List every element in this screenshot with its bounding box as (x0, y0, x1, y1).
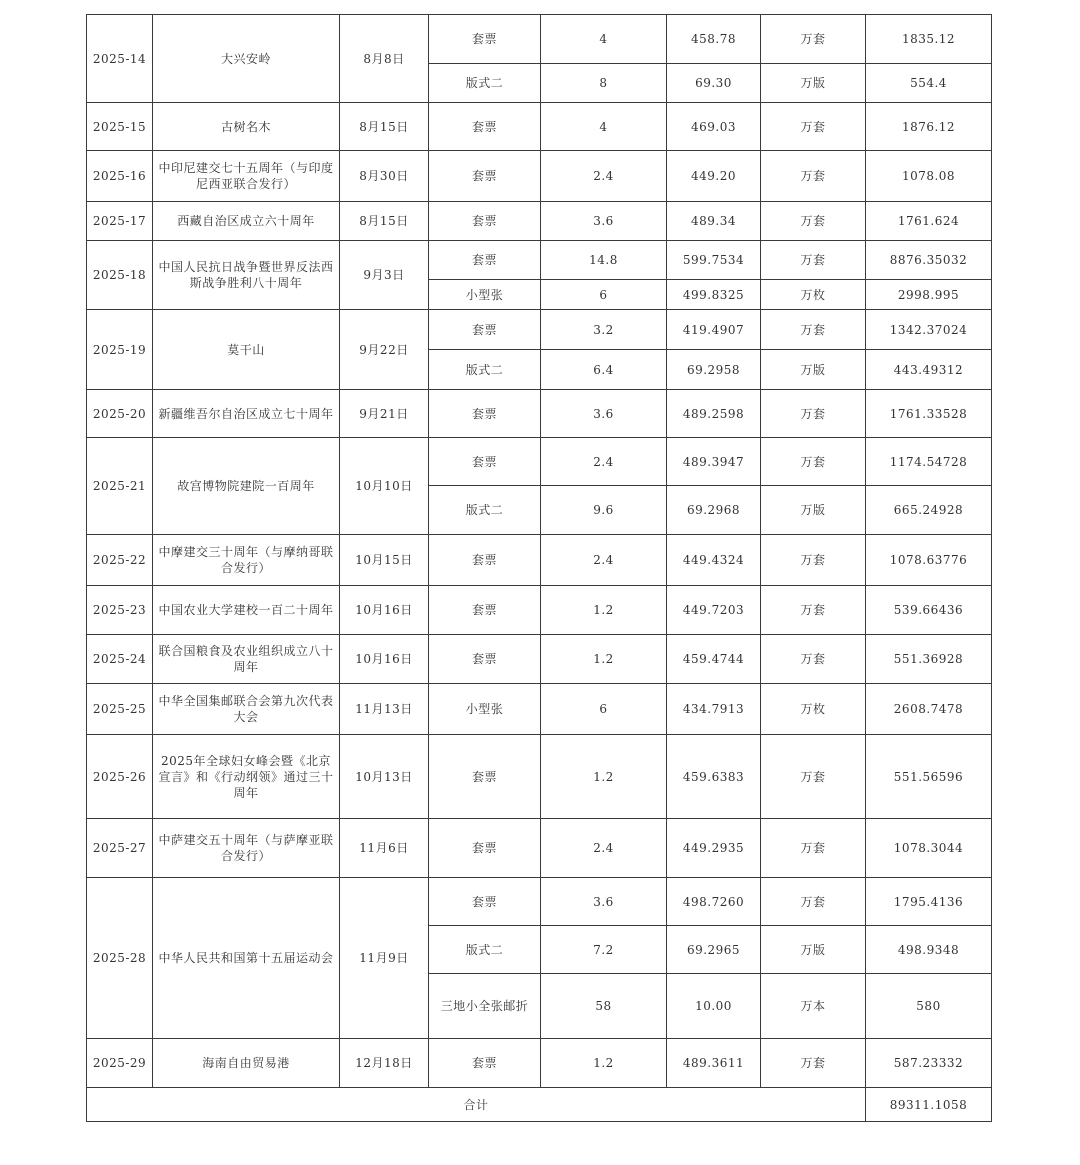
issue-date-cell: 11月6日 (340, 819, 429, 878)
item-unit-cell: 万套 (761, 15, 866, 64)
issue-number-cell: 2025-25 (87, 684, 153, 735)
item-type-cell: 套票 (429, 1039, 541, 1088)
item-unit-cell: 万套 (761, 310, 866, 350)
item-unit-cell: 万套 (761, 735, 866, 819)
issue-date-cell: 10月10日 (340, 438, 429, 535)
item-price-cell: 499.8325 (667, 280, 761, 310)
item-type-cell: 套票 (429, 535, 541, 586)
item-unit-cell: 万版 (761, 64, 866, 103)
issue-date-cell: 10月16日 (340, 635, 429, 684)
table-row (87, 819, 992, 878)
issue-date-cell: 10月13日 (340, 735, 429, 819)
issue-number-cell: 2025-22 (87, 535, 153, 586)
item-unit-cell: 万版 (761, 486, 866, 535)
item-price-cell: 469.03 (667, 103, 761, 151)
item-unit-cell: 万套 (761, 635, 866, 684)
item-qty-cell: 7.2 (541, 926, 667, 974)
item-type-cell: 套票 (429, 103, 541, 151)
issue-number-cell: 2025-15 (87, 103, 153, 151)
table-row (87, 241, 992, 280)
table-row (87, 735, 992, 819)
item-qty-cell: 2.4 (541, 819, 667, 878)
table-row (87, 202, 992, 241)
item-amount-cell: 1078.08 (866, 151, 992, 202)
item-unit-cell: 万套 (761, 878, 866, 926)
issue-name-cell: 中国农业大学建校一百二十周年 (153, 586, 340, 635)
item-type-cell: 套票 (429, 151, 541, 202)
item-qty-cell: 1.2 (541, 586, 667, 635)
item-price-cell: 69.30 (667, 64, 761, 103)
item-type-cell: 版式二 (429, 64, 541, 103)
issue-date-cell: 11月13日 (340, 684, 429, 735)
issue-name-cell: 故宫博物院建院一百周年 (153, 438, 340, 535)
item-type-cell: 套票 (429, 878, 541, 926)
issue-number-cell: 2025-27 (87, 819, 153, 878)
item-qty-cell: 1.2 (541, 1039, 667, 1088)
item-qty-cell: 6 (541, 684, 667, 735)
issue-date-cell: 10月16日 (340, 586, 429, 635)
item-type-cell: 套票 (429, 635, 541, 684)
item-price-cell: 458.78 (667, 15, 761, 64)
item-price-cell: 419.4907 (667, 310, 761, 350)
item-price-cell: 489.34 (667, 202, 761, 241)
item-unit-cell: 万套 (761, 103, 866, 151)
item-qty-cell: 3.2 (541, 310, 667, 350)
item-price-cell: 434.7913 (667, 684, 761, 735)
item-type-cell: 套票 (429, 390, 541, 438)
item-amount-cell: 1835.12 (866, 15, 992, 64)
item-qty-cell: 3.6 (541, 390, 667, 438)
item-unit-cell: 万套 (761, 438, 866, 486)
issue-name-cell: 莫干山 (153, 310, 340, 390)
issue-number-cell: 2025-21 (87, 438, 153, 535)
issue-name-cell: 中华人民共和国第十五届运动会 (153, 878, 340, 1039)
issue-number-cell: 2025-16 (87, 151, 153, 202)
issue-number-cell: 2025-18 (87, 241, 153, 310)
issue-date-cell: 8月30日 (340, 151, 429, 202)
issue-name-cell: 中印尼建交七十五周年（与印度尼西亚联合发行） (153, 151, 340, 202)
item-price-cell: 69.2968 (667, 486, 761, 535)
item-unit-cell: 万版 (761, 350, 866, 390)
item-type-cell: 套票 (429, 310, 541, 350)
item-price-cell: 459.6383 (667, 735, 761, 819)
item-amount-cell: 1342.37024 (866, 310, 992, 350)
item-unit-cell: 万本 (761, 974, 866, 1039)
item-amount-cell: 587.23332 (866, 1039, 992, 1088)
item-price-cell: 498.7260 (667, 878, 761, 926)
item-amount-cell: 1761.33528 (866, 390, 992, 438)
item-qty-cell: 2.4 (541, 438, 667, 486)
item-amount-cell: 1174.54728 (866, 438, 992, 486)
stamp-issue-table (86, 14, 992, 1122)
item-qty-cell: 6 (541, 280, 667, 310)
table-row (87, 878, 992, 926)
item-amount-cell: 8876.35032 (866, 241, 992, 280)
issue-name-cell: 中华全国集邮联合会第九次代表大会 (153, 684, 340, 735)
table-row (87, 310, 992, 350)
table-row (87, 635, 992, 684)
item-qty-cell: 14.8 (541, 241, 667, 280)
issue-date-cell: 11月9日 (340, 878, 429, 1039)
item-qty-cell: 4 (541, 103, 667, 151)
issue-name-cell: 古树名木 (153, 103, 340, 151)
item-amount-cell: 1078.3044 (866, 819, 992, 878)
issue-date-cell: 8月8日 (340, 15, 429, 103)
issue-name-cell: 西藏自治区成立六十周年 (153, 202, 340, 241)
item-amount-cell: 551.36928 (866, 635, 992, 684)
item-qty-cell: 1.2 (541, 735, 667, 819)
item-type-cell: 套票 (429, 202, 541, 241)
issue-number-cell: 2025-20 (87, 390, 153, 438)
item-price-cell: 449.7203 (667, 586, 761, 635)
issue-date-cell: 9月22日 (340, 310, 429, 390)
issue-name-cell: 海南自由贸易港 (153, 1039, 340, 1088)
item-price-cell: 449.2935 (667, 819, 761, 878)
issue-name-cell: 新疆维吾尔自治区成立七十周年 (153, 390, 340, 438)
item-unit-cell: 万套 (761, 390, 866, 438)
item-unit-cell: 万套 (761, 586, 866, 635)
item-qty-cell: 2.4 (541, 535, 667, 586)
item-price-cell: 449.20 (667, 151, 761, 202)
item-amount-cell: 551.56596 (866, 735, 992, 819)
item-type-cell: 套票 (429, 819, 541, 878)
item-type-cell: 版式二 (429, 926, 541, 974)
issue-number-cell: 2025-29 (87, 1039, 153, 1088)
total-value: 89311.1058 (866, 1088, 992, 1122)
table-row (87, 684, 992, 735)
item-type-cell: 版式二 (429, 486, 541, 535)
issue-name-cell: 中摩建交三十周年（与摩纳哥联合发行） (153, 535, 340, 586)
item-amount-cell: 2608.7478 (866, 684, 992, 735)
item-price-cell: 69.2958 (667, 350, 761, 390)
item-amount-cell: 554.4 (866, 64, 992, 103)
item-unit-cell: 万套 (761, 151, 866, 202)
item-qty-cell: 3.6 (541, 878, 667, 926)
issue-number-cell: 2025-19 (87, 310, 153, 390)
item-type-cell: 套票 (429, 586, 541, 635)
item-type-cell: 小型张 (429, 684, 541, 735)
issue-number-cell: 2025-28 (87, 878, 153, 1039)
total-label: 合计 (87, 1088, 866, 1122)
item-price-cell: 459.4744 (667, 635, 761, 684)
item-qty-cell: 4 (541, 15, 667, 64)
item-qty-cell: 8 (541, 64, 667, 103)
item-qty-cell: 9.6 (541, 486, 667, 535)
item-unit-cell: 万套 (761, 202, 866, 241)
item-unit-cell: 万套 (761, 241, 866, 280)
item-unit-cell: 万枚 (761, 684, 866, 735)
item-amount-cell: 498.9348 (866, 926, 992, 974)
table-row (87, 390, 992, 438)
issue-date-cell: 9月21日 (340, 390, 429, 438)
issue-date-cell: 12月18日 (340, 1039, 429, 1088)
table-row (87, 103, 992, 151)
item-type-cell: 套票 (429, 15, 541, 64)
item-price-cell: 599.7534 (667, 241, 761, 280)
item-qty-cell: 6.4 (541, 350, 667, 390)
item-amount-cell: 1761.624 (866, 202, 992, 241)
item-type-cell: 套票 (429, 735, 541, 819)
item-amount-cell: 443.49312 (866, 350, 992, 390)
table-row (87, 15, 992, 64)
table-body (87, 15, 992, 1122)
table-row (87, 1039, 992, 1088)
table-row (87, 586, 992, 635)
item-amount-cell: 1078.63776 (866, 535, 992, 586)
issue-date-cell: 8月15日 (340, 103, 429, 151)
table-row (87, 151, 992, 202)
item-qty-cell: 58 (541, 974, 667, 1039)
item-type-cell: 三地小全张邮折 (429, 974, 541, 1039)
item-amount-cell: 580 (866, 974, 992, 1039)
issue-name-cell: 中国人民抗日战争暨世界反法西斯战争胜利八十周年 (153, 241, 340, 310)
item-amount-cell: 539.66436 (866, 586, 992, 635)
item-type-cell: 套票 (429, 241, 541, 280)
item-unit-cell: 万枚 (761, 280, 866, 310)
item-unit-cell: 万套 (761, 1039, 866, 1088)
total-row (87, 1088, 992, 1122)
item-qty-cell: 1.2 (541, 635, 667, 684)
issue-name-cell: 2025年全球妇女峰会暨《北京宣言》和《行动纲领》通过三十周年 (153, 735, 340, 819)
item-amount-cell: 2998.995 (866, 280, 992, 310)
item-price-cell: 10.00 (667, 974, 761, 1039)
issue-number-cell: 2025-23 (87, 586, 153, 635)
table-row (87, 438, 992, 486)
item-price-cell: 69.2965 (667, 926, 761, 974)
issue-date-cell: 10月15日 (340, 535, 429, 586)
item-price-cell: 449.4324 (667, 535, 761, 586)
item-type-cell: 套票 (429, 438, 541, 486)
issue-number-cell: 2025-17 (87, 202, 153, 241)
item-type-cell: 小型张 (429, 280, 541, 310)
item-qty-cell: 2.4 (541, 151, 667, 202)
item-type-cell: 版式二 (429, 350, 541, 390)
item-amount-cell: 1876.12 (866, 103, 992, 151)
item-unit-cell: 万版 (761, 926, 866, 974)
item-unit-cell: 万套 (761, 819, 866, 878)
item-amount-cell: 1795.4136 (866, 878, 992, 926)
table-row (87, 535, 992, 586)
issue-name-cell: 联合国粮食及农业组织成立八十周年 (153, 635, 340, 684)
issue-number-cell: 2025-24 (87, 635, 153, 684)
item-price-cell: 489.2598 (667, 390, 761, 438)
issue-date-cell: 9月3日 (340, 241, 429, 310)
issue-name-cell: 中萨建交五十周年（与萨摩亚联合发行） (153, 819, 340, 878)
item-price-cell: 489.3611 (667, 1039, 761, 1088)
item-unit-cell: 万套 (761, 535, 866, 586)
issue-name-cell: 大兴安岭 (153, 15, 340, 103)
issue-date-cell: 8月15日 (340, 202, 429, 241)
issue-number-cell: 2025-26 (87, 735, 153, 819)
item-amount-cell: 665.24928 (866, 486, 992, 535)
item-price-cell: 489.3947 (667, 438, 761, 486)
issue-number-cell: 2025-14 (87, 15, 153, 103)
item-qty-cell: 3.6 (541, 202, 667, 241)
